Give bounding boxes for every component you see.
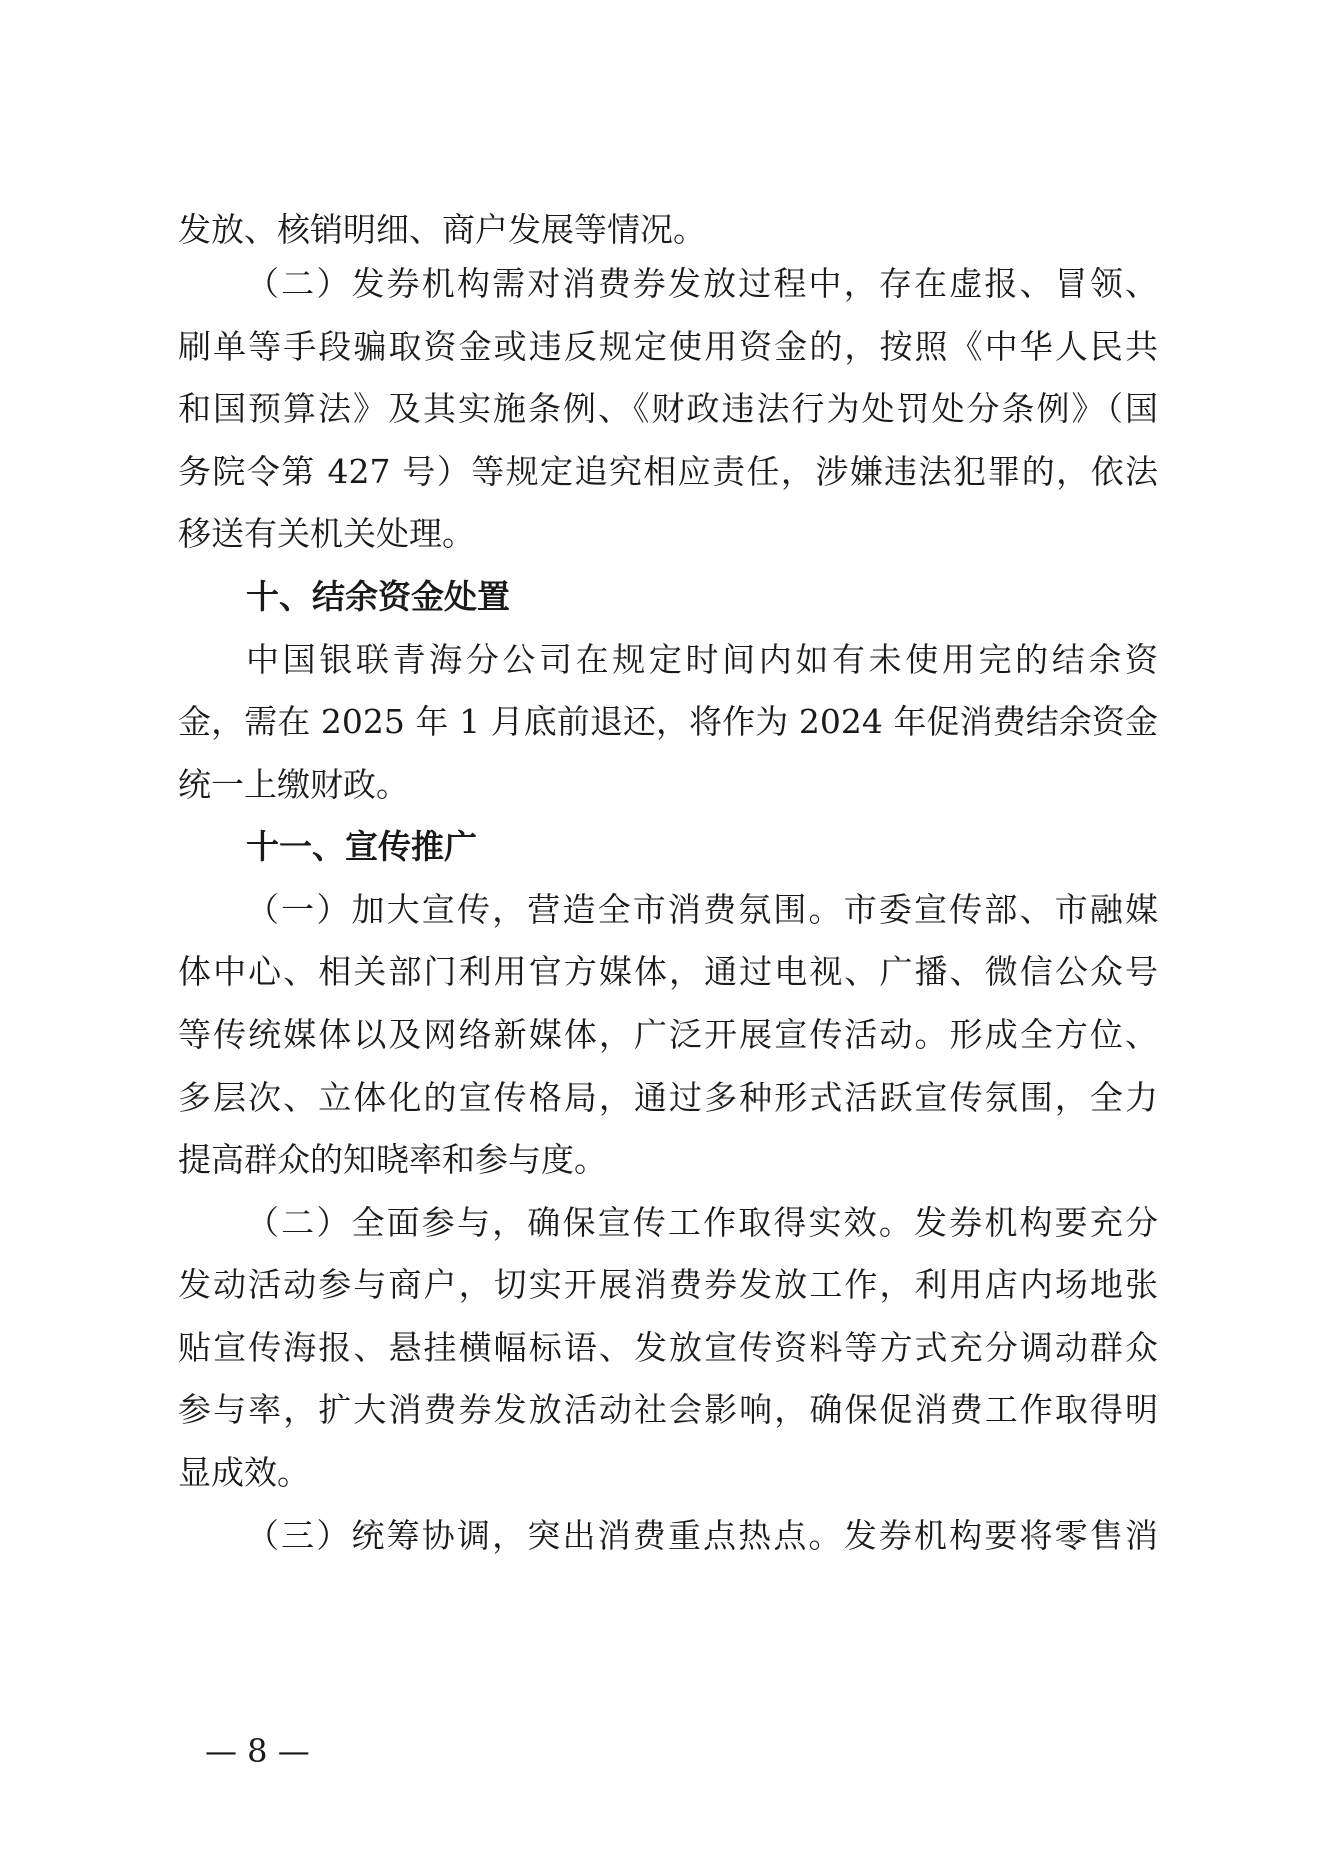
paragraph-line: （二）发券机构需对消费券发放过程中，存在虚报、冒领、 (246, 264, 1158, 303)
paragraph-line: 刷单等手段骗取资金或违反规定使用资金的，按照《中华人民共 (178, 327, 1158, 366)
paragraph-line: 显成效。 (178, 1453, 310, 1492)
paragraph-line: 多层次、立体化的宣传格局，通过多种形式活跃宣传氛围，全力 (178, 1078, 1158, 1117)
paragraph-line: 移送有关机关处理。 (178, 514, 475, 553)
paragraph-line: （一）加大宣传，营造全市消费氛围。市委宣传部、市融媒 (246, 890, 1158, 929)
paragraph-line: （三）统筹协调，突出消费重点热点。发券机构要将零售消 (246, 1516, 1158, 1555)
paragraph-line: 金，需在 2025 年 1 月底前退还，将作为 2024 年促消费结余资金 (178, 702, 1158, 741)
paragraph-line: （二）全面参与，确保宣传工作取得实效。发券机构要充分 (246, 1203, 1158, 1242)
paragraph-line: 发放、核销明细、商户发展等情况。 (178, 210, 706, 249)
paragraph-line: 统一上缴财政。 (178, 765, 409, 804)
paragraph-line: 务院令第 427 号）等规定追究相应责任，涉嫌违法犯罪的，依法 (178, 452, 1158, 491)
section-heading: 十一、宣传推广 (246, 827, 477, 866)
paragraph-line: 和国预算法》及其实施条例、《财政违法行为处罚处分条例》（国 (178, 389, 1158, 428)
paragraph-line: 等传统媒体以及网络新媒体，广泛开展宣传活动。形成全方位、 (178, 1015, 1158, 1054)
paragraph-line: 参与率，扩大消费券发放活动社会影响，确保促消费工作取得明 (178, 1390, 1158, 1429)
page-number: — 8 — (205, 1732, 310, 1770)
paragraph-line: 发动活动参与商户，切实开展消费券发放工作，利用店内场地张 (178, 1265, 1158, 1304)
paragraph-line: 提高群众的知晓率和参与度。 (178, 1140, 607, 1179)
section-heading: 十、结余资金处置 (246, 577, 510, 616)
paragraph-line: 贴宣传海报、悬挂横幅标语、发放宣传资料等方式充分调动群众 (178, 1328, 1158, 1367)
paragraph-line: 体中心、相关部门利用官方媒体，通过电视、广播、微信公众号 (178, 952, 1158, 991)
paragraph-line: 中国银联青海分公司在规定时间内如有未使用完的结余资 (246, 640, 1158, 679)
